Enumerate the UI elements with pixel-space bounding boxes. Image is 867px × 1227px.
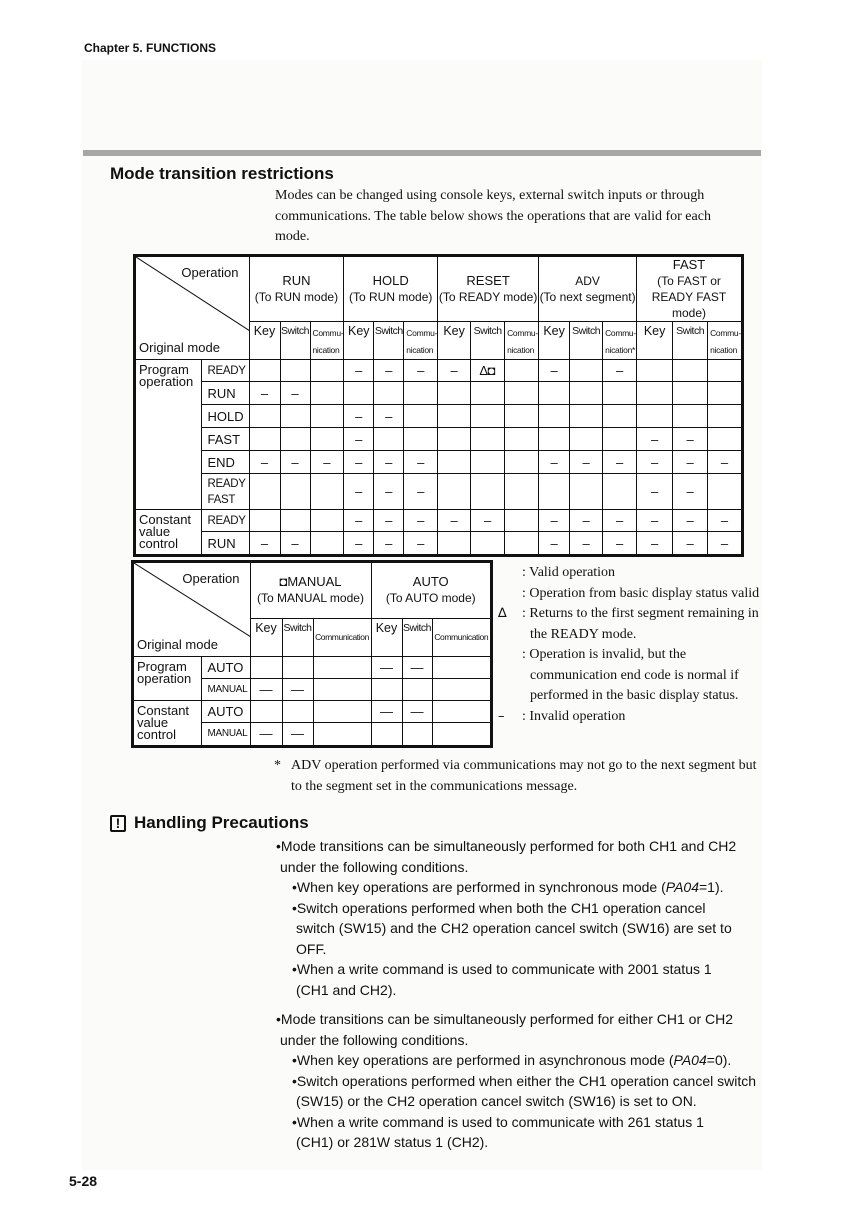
table-cell: –: [438, 510, 471, 532]
group-constant-value-control: Constant value control: [135, 510, 201, 556]
table-cell: [249, 405, 280, 428]
precaution-text: •When key operations are performed in asynchronous mode (: [292, 1052, 674, 1068]
precaution-text: =1).: [698, 879, 724, 895]
subhead-key: Key: [344, 322, 374, 360]
corner-original-mode-label: Original mode: [139, 340, 220, 355]
precaution-lead-cont: under the following conditions.: [280, 858, 469, 875]
table-cell: [432, 723, 491, 746]
table-cell: [310, 382, 344, 405]
legend-text: : Returns to the first segment remaining in the READY mode.: [522, 606, 759, 642]
table-cell: –: [673, 474, 708, 510]
table-cell: [404, 428, 438, 451]
mode-name: HOLD: [372, 273, 409, 288]
table-cell: [374, 428, 404, 451]
table-cell: –: [344, 405, 374, 428]
table-cell: —: [402, 700, 432, 723]
precaution-item: [276, 877, 761, 898]
subhead-communication: Commu-nication: [505, 322, 539, 360]
table-cell: [313, 678, 371, 700]
table-cell: [438, 428, 471, 451]
state-label: RUN: [201, 382, 249, 405]
table-cell: –: [438, 360, 471, 382]
table-cell: [310, 360, 344, 382]
table-cell: –: [280, 532, 310, 555]
mode-sub: (To MANUAL mode): [257, 591, 364, 606]
table-cell: –: [673, 428, 708, 451]
precaution-lead: •Mode transitions can be simultaneously performed for both CH1 and CH2: [276, 838, 737, 854]
handling-precautions-heading: [110, 813, 309, 833]
corner-operation-label: Operation: [182, 571, 240, 586]
table-cell: [505, 428, 539, 451]
table-cell: [673, 360, 708, 382]
handling-precautions-body: [276, 836, 761, 1153]
footnote-text: ADV operation performed via communications may not go to the next segment but to the segment set in the communications message.: [291, 758, 757, 794]
group-program-operation: Program operation: [133, 656, 201, 700]
table-cell: [708, 474, 742, 510]
manual-auto-table: [132, 561, 492, 747]
legend-symbol: ∆: [498, 606, 507, 621]
table-cell: –: [539, 451, 570, 474]
state-label: AUTO: [201, 656, 250, 678]
table-cell: –: [344, 532, 374, 555]
table-cell: [708, 428, 742, 451]
table-cell: [539, 474, 570, 510]
table1-body: [135, 360, 742, 556]
table-cell: [280, 428, 310, 451]
table-cell: –: [673, 510, 708, 532]
table-cell: –: [637, 510, 673, 532]
table-cell: –: [570, 510, 603, 532]
mode-sub: (To READY mode): [438, 290, 538, 304]
precaution-item-cont: (CH1 and CH2).: [296, 981, 397, 998]
table-cell: [673, 405, 708, 428]
corner-operation-label: Operation: [181, 265, 239, 280]
section-title: Mode transition restrictions: [110, 164, 334, 183]
precaution-item: •When a write command is used to communicate with 261 status 1: [292, 1113, 704, 1130]
table-cell: [570, 474, 603, 510]
group-constant-value-control: Constant value control: [133, 700, 201, 746]
table-cell: –: [374, 510, 404, 532]
table-cell: [603, 382, 637, 405]
table-cell: [471, 474, 505, 510]
subhead-switch: Switch: [280, 322, 310, 360]
table-cell: –: [471, 510, 505, 532]
table-cell: —: [282, 678, 313, 700]
table-cell: –: [637, 474, 673, 510]
precaution-lead-cont: under the following conditions.: [280, 1031, 469, 1048]
spacer: [276, 1000, 761, 1009]
page-number: 5-28: [69, 1173, 98, 1189]
table-cell: –: [280, 382, 310, 405]
table-cell: [505, 360, 539, 382]
subhead-switch: Switch: [402, 618, 432, 656]
mode-name: RESET: [466, 273, 510, 288]
table-cell: –: [708, 451, 742, 474]
table-cell: –: [708, 510, 742, 532]
table-cell: –: [374, 451, 404, 474]
table-cell: [471, 428, 505, 451]
precaution-item: [276, 1050, 761, 1071]
subhead-switch: Switch: [282, 618, 313, 656]
table-cell: —: [250, 678, 282, 700]
table-cell: [539, 382, 570, 405]
table-cell: –: [603, 360, 637, 382]
table-cell: –: [344, 360, 374, 382]
table-cell: [570, 428, 603, 451]
table-cell: [404, 382, 438, 405]
table-cell: –: [249, 532, 280, 555]
subhead-switch: Switch: [673, 322, 708, 360]
table-cell: [471, 405, 505, 428]
mode-sub: (To next segment): [539, 290, 636, 304]
table-cell: –: [603, 532, 637, 555]
mode-sub: (To RUN mode): [349, 290, 433, 304]
table-cell: –: [374, 405, 404, 428]
state-label: HOLD: [201, 405, 249, 428]
mode-header-adv: [539, 256, 637, 322]
table-cell: [637, 360, 673, 382]
table-cell: [505, 405, 539, 428]
subhead-key: Key: [438, 322, 471, 360]
legend-item: [498, 707, 763, 728]
table-cell: [471, 532, 505, 555]
state-label: READY FAST: [201, 474, 249, 510]
table-cell: –: [637, 451, 673, 474]
state-label: READY: [201, 360, 249, 382]
intro-paragraph: Modes can be changed using console keys, external switch inputs or through communications. The table below shows the operations that are valid for each mode.: [275, 188, 711, 244]
mode-sub: (To FAST or READY FAST mode): [651, 274, 727, 320]
mode-header-fast: [637, 256, 742, 322]
legend-item: [498, 563, 763, 584]
table-cell: –: [404, 360, 438, 382]
mode-header-reset: [438, 256, 539, 322]
table-cell: [637, 405, 673, 428]
chapter-header: Chapter 5. FUNCTIONS: [84, 41, 217, 55]
table-cell: –: [637, 428, 673, 451]
subhead-communication: Communication: [313, 618, 371, 656]
table-cell: –: [404, 474, 438, 510]
table-cell: –: [344, 510, 374, 532]
table-cell: [505, 451, 539, 474]
state-label: MANUAL: [201, 678, 250, 700]
table-cell: –: [374, 360, 404, 382]
mode-name: AUTO: [412, 574, 449, 590]
table-cell: [313, 723, 371, 746]
precaution-item: •Switch operations performed when both the CH1 operation cancel: [292, 899, 706, 916]
table-cell: [310, 510, 344, 532]
table-cell: [438, 405, 471, 428]
table-cell: –: [708, 532, 742, 555]
caution-icon: !: [110, 815, 126, 832]
mode-name: ADV: [575, 274, 600, 288]
table-cell: [438, 532, 471, 555]
precaution-item-cont: switch (SW15) and the CH2 operation cancel switch (SW16) are set to: [296, 920, 732, 936]
subhead-key: Key: [249, 322, 280, 360]
table-cell: –: [539, 532, 570, 555]
parameter-name: PA04: [673, 1052, 707, 1068]
table-cell: [402, 723, 432, 746]
table-cell: [438, 451, 471, 474]
corner-original-mode-label: Original mode: [137, 636, 218, 652]
table-cell: [402, 678, 432, 700]
legend-symbol: –: [498, 708, 505, 724]
subhead-communication: Commu-nication: [404, 322, 438, 360]
table-cell: –: [344, 474, 374, 510]
table-cell: –: [673, 451, 708, 474]
table-cell: [310, 532, 344, 555]
state-label: END: [201, 451, 249, 474]
parameter-name: PA04: [665, 879, 699, 895]
table-cell: [250, 700, 282, 723]
table-cell: –: [404, 510, 438, 532]
table-cell: [603, 405, 637, 428]
table-cell: –: [404, 532, 438, 555]
table-cell: –: [603, 451, 637, 474]
table-cell: [708, 405, 742, 428]
table-cell: [282, 656, 313, 678]
table-row: [135, 382, 742, 405]
table-row: [133, 656, 491, 678]
mode-header-manual: [250, 562, 371, 618]
table-cell: —: [402, 656, 432, 678]
state-label: FAST: [201, 428, 249, 451]
table-cell: [313, 700, 371, 723]
subhead-key: Key: [637, 322, 673, 360]
table-cell: —: [371, 700, 402, 723]
mode-name: ◘MANUAL: [279, 574, 342, 590]
footnote-mark: *: [274, 758, 281, 773]
table-cell: [432, 678, 491, 700]
mode-name: FAST: [672, 257, 706, 272]
mode-sub: (To AUTO mode): [385, 591, 476, 606]
table-row: [135, 360, 742, 382]
table-cell: –: [280, 451, 310, 474]
subhead-switch: Switch: [570, 322, 603, 360]
table-cell: –: [404, 451, 438, 474]
table-cell: [310, 428, 344, 451]
table-cell: [505, 474, 539, 510]
table-cell: –: [249, 382, 280, 405]
table-row: [135, 510, 742, 532]
state-label: MANUAL: [201, 723, 250, 746]
group-program-operation: Program operation: [135, 360, 201, 510]
table-cell: [539, 428, 570, 451]
table2-body: [133, 656, 491, 746]
precaution-text: =0).: [706, 1052, 732, 1068]
precaution-text: •When key operations are performed in synchronous mode (: [292, 879, 666, 895]
precaution-lead: •Mode transitions can be simultaneously performed for either CH1 or CH2: [276, 1011, 733, 1027]
table-cell: [371, 723, 402, 746]
subhead-communication: Communication: [432, 618, 491, 656]
subhead-communication: Commu-nication: [310, 322, 344, 360]
table-cell: [438, 382, 471, 405]
table-cell: [310, 474, 344, 510]
table-cell: [570, 405, 603, 428]
subhead-key: Key: [250, 618, 282, 656]
table-cell: [570, 360, 603, 382]
subhead-communication-star: Commu-nication*: [603, 322, 637, 360]
table-cell: [313, 656, 371, 678]
precaution-item-cont: (SW15) or the CH2 operation cancel switch (SW16) is set to ON.: [296, 1093, 697, 1109]
section-rule: [83, 150, 761, 156]
table-cell: [603, 474, 637, 510]
table-cell: [471, 451, 505, 474]
table-cell: –: [310, 451, 344, 474]
table-cell: [404, 405, 438, 428]
table-cell: [438, 474, 471, 510]
precaution-item: •When a write command is used to communicate with 2001 status 1: [292, 961, 712, 977]
table-cell: [603, 428, 637, 451]
table-cell: ∆◘: [471, 360, 505, 382]
table-row: [135, 428, 742, 451]
table-cell: [280, 510, 310, 532]
table-row: [133, 700, 491, 723]
precaution-item-cont: OFF.: [296, 940, 327, 957]
table-cell: [570, 382, 603, 405]
legend-item: [498, 584, 763, 605]
legend-item: [498, 604, 763, 645]
table-cell: —: [282, 723, 313, 746]
subhead-key: Key: [539, 322, 570, 360]
table-cell: [280, 474, 310, 510]
table-cell: –: [374, 532, 404, 555]
precaution-item-cont: (CH1) or 281W status 1 (CH2).: [296, 1134, 489, 1150]
table-cell: [250, 656, 282, 678]
legend-text: : Operation from basic display status valid: [522, 585, 760, 601]
mode-header-hold: [344, 256, 438, 322]
table-cell: –: [374, 474, 404, 510]
mode-name: RUN: [282, 273, 311, 288]
state-label: RUN: [201, 532, 249, 555]
table-cell: [280, 405, 310, 428]
legend-text: : Invalid operation: [522, 708, 626, 724]
table-cell: [505, 510, 539, 532]
legend-item: [498, 645, 763, 707]
table-cell: [708, 360, 742, 382]
table-cell: –: [344, 428, 374, 451]
table-row: [135, 405, 742, 428]
table-cell: [371, 678, 402, 700]
legend-text: : Operation is invalid, but the communication end code is normal if performed in the basic display status.: [522, 647, 739, 703]
table-cell: –: [539, 360, 570, 382]
table-cell: [374, 382, 404, 405]
state-label: READY: [201, 510, 249, 532]
table-cell: —: [371, 656, 402, 678]
subhead-key: Key: [371, 618, 402, 656]
table-cell: [673, 382, 708, 405]
table-cell: [249, 360, 280, 382]
table-cell: [505, 532, 539, 555]
table-cell: [344, 382, 374, 405]
state-label: AUTO: [201, 700, 250, 723]
table1-corner-header: [135, 256, 249, 360]
table-cell: [432, 700, 491, 723]
table-cell: –: [603, 510, 637, 532]
subhead-switch: Switch: [374, 322, 404, 360]
table-cell: [280, 360, 310, 382]
mode-sub: (To RUN mode): [254, 290, 339, 304]
table-cell: [471, 382, 505, 405]
table-cell: –: [344, 451, 374, 474]
table-cell: [637, 382, 673, 405]
mode-header-auto: [371, 562, 491, 618]
table-cell: –: [570, 451, 603, 474]
table-row: [135, 532, 742, 555]
mode-transition-table: [134, 255, 743, 556]
table-cell: [708, 382, 742, 405]
legend-text: : Valid operation: [522, 565, 616, 580]
table-cell: [539, 405, 570, 428]
table-cell: [432, 656, 491, 678]
handling-precautions-title: Handling Precautions: [134, 813, 309, 832]
table-cell: [282, 700, 313, 723]
table-cell: [249, 474, 280, 510]
footnote: [274, 755, 759, 797]
table-cell: [249, 428, 280, 451]
table-cell: [249, 510, 280, 532]
table-cell: —: [250, 723, 282, 746]
table-cell: [505, 382, 539, 405]
table-cell: –: [673, 532, 708, 555]
precaution-item: •Switch operations performed when either the CH1 operation cancel switch: [292, 1072, 757, 1089]
table-cell: –: [539, 510, 570, 532]
mode-header-run: [249, 256, 344, 322]
legend: [498, 563, 763, 727]
table-cell: –: [637, 532, 673, 555]
table-cell: [310, 405, 344, 428]
table-row: [135, 474, 742, 510]
table-row: [135, 451, 742, 474]
table-cell: –: [570, 532, 603, 555]
subhead-switch: Switch: [471, 322, 505, 360]
subhead-communication: Commu-nication: [708, 322, 742, 360]
table2-corner-header: [133, 562, 250, 656]
table-cell: –: [249, 451, 280, 474]
